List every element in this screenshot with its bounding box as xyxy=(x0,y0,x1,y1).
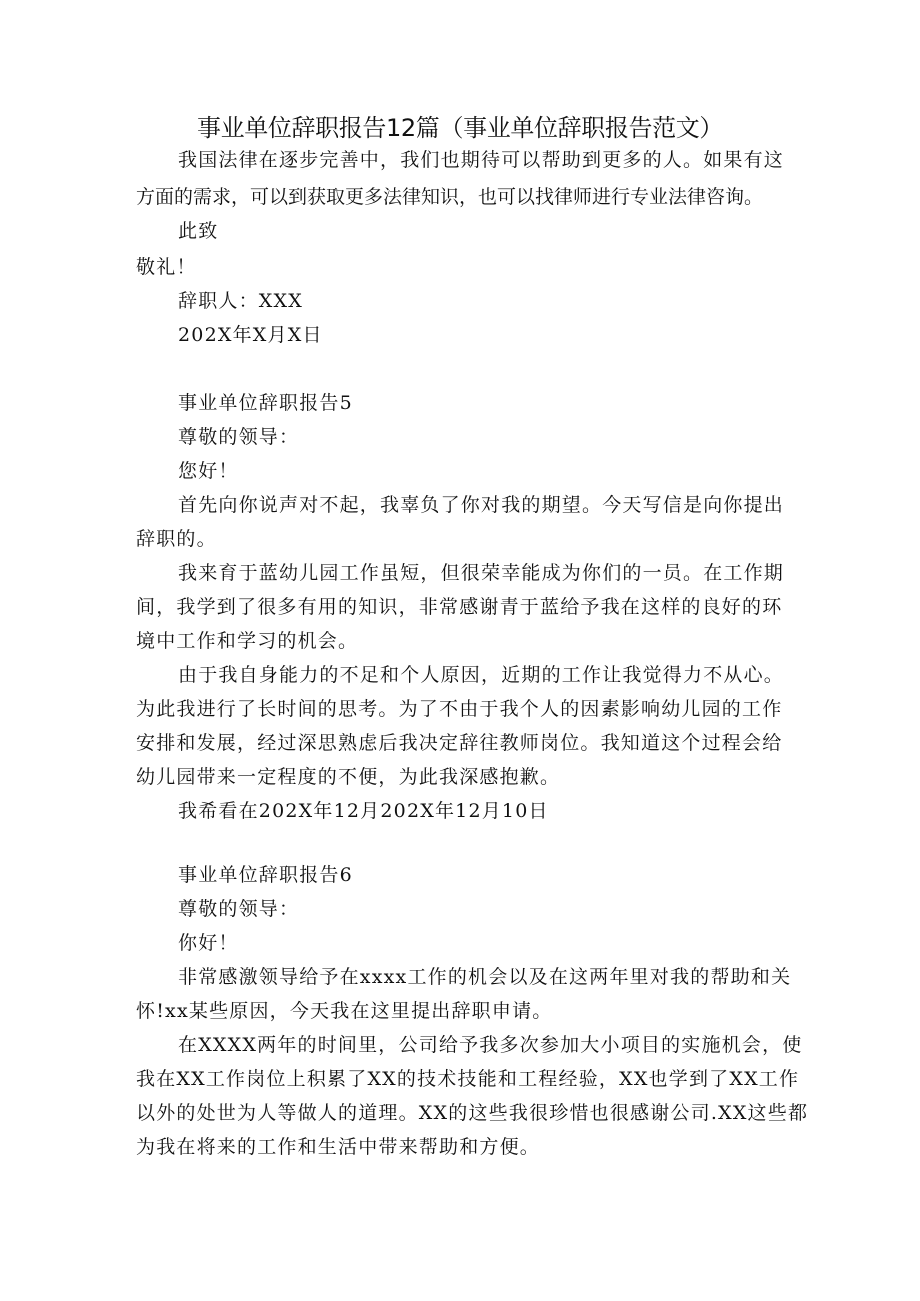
report5-greeting: 您好！ xyxy=(178,460,239,482)
intro-line-1: 我国法律在逐步完善中，我们也期待可以帮助到更多的人。如果有这 xyxy=(178,149,785,171)
report6-p2-line-3: 以外的处世为人等做人的道理。XX的这些我很珍惜也很感谢公司.XX这些都 xyxy=(136,1102,809,1124)
report6-p1-line-1: 非常感激领导给予在xxxx工作的机会以及在这两年里对我的帮助和关 xyxy=(178,966,792,988)
closing-salutation: 此致 xyxy=(178,220,219,242)
report5-p2-line-1: 我来育于蓝幼儿园工作虽短，但很荣幸能成为你们的一员。在工作期 xyxy=(178,562,785,584)
report5-p1-line-2: 辞职的。 xyxy=(136,528,217,550)
closing-date: 202X年X月X日 xyxy=(178,324,323,346)
report5-heading: 事业单位辞职报告5 xyxy=(178,392,353,414)
closing-signer: 辞职人：XXX xyxy=(178,290,303,312)
report5-p2-line-3: 境中工作和学习的机会。 xyxy=(136,630,359,652)
report5-addressee: 尊敬的领导： xyxy=(178,426,300,448)
report5-p3-line-1: 由于我自身能力的不足和个人原因，近期的工作让我觉得力不从心。 xyxy=(178,664,785,686)
report6-p1-line-2: 怀!xx某些原因，今天我在这里提出辞职申请。 xyxy=(136,1000,553,1022)
report5-p4-line-1: 我希看在202X年12月202X年12月10日 xyxy=(178,800,549,822)
report5-p3-line-4: 幼儿园带来一定程度的不便，为此我深感抱歉。 xyxy=(136,766,561,788)
report6-p2-line-2: 我在XX工作岗位上积累了XX的技术技能和工程经验，XX也学到了XX工作 xyxy=(136,1068,800,1090)
report6-p2-line-1: 在XXXX两年的时间里，公司给予我多次参加大小项目的实施机会，使 xyxy=(178,1034,803,1056)
closing-regards: 敬礼！ xyxy=(136,256,197,278)
report6-greeting: 你好！ xyxy=(178,932,239,954)
intro-line-2: 方面的需求，可以到获取更多法律知识，也可以找律师进行专业法律咨询。 xyxy=(136,186,764,208)
report6-heading: 事业单位辞职报告6 xyxy=(178,864,353,886)
report6-addressee: 尊敬的领导： xyxy=(178,898,300,920)
report5-p3-line-3: 安排和发展，经过深思熟虑后我决定辞往教师岗位。我知道这个过程会给 xyxy=(136,732,783,754)
document-title: 事业单位辞职报告12篇（事业单位辞职报告范文） xyxy=(196,114,724,142)
report5-p1-line-1: 首先向你说声对不起，我辜负了你对我的期望。今天写信是向你提出 xyxy=(178,494,785,516)
report5-p3-line-2: 为此我进行了长时间的思考。为了不由于我个人的因素影响幼儿园的工作 xyxy=(136,698,783,720)
report6-p2-line-4: 为我在将来的工作和生活中带来帮助和方便。 xyxy=(136,1136,541,1158)
report5-p2-line-2: 间，我学到了很多有用的知识，非常感谢青于蓝给予我在这样的良好的环 xyxy=(136,596,783,618)
